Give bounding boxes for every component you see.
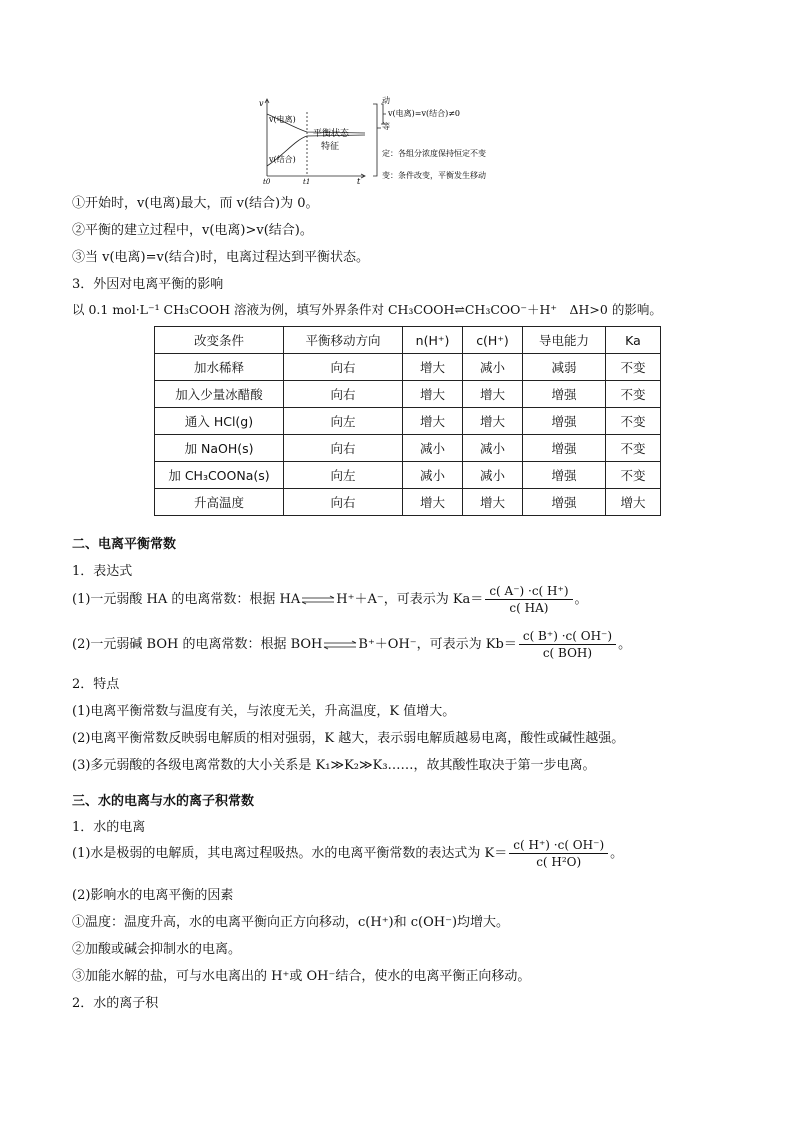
point-1: ①开始时，v(电离)最大，而 v(结合)为 0。 [72, 196, 319, 211]
state-label-1: 平衡状态 [313, 129, 350, 139]
water-k-numerator: c( H⁺) ·c( OH⁻) [509, 838, 608, 854]
table-cell: 通入 HCl(g) [155, 408, 284, 435]
point-3: ③当 v(电离)=v(结合)时，电离过程达到平衡状态。 [72, 250, 370, 265]
ka-prefix: (1)一元弱酸 HA 的电离常数：根据 HA [72, 592, 301, 607]
water-factor-salt: ③加能水解的盐，可与水电离出的 H⁺或 OH⁻结合，使水的电离平衡正向移动。 [72, 969, 531, 984]
feature-ding: 定：各组分浓度保持恒定不变 [382, 149, 486, 158]
section-3-sub-1: 1．水的电离 [72, 820, 146, 835]
kb-expression-line [72, 629, 631, 660]
table-cell: 增强 [523, 381, 606, 408]
equilibrium-diagram [255, 96, 545, 184]
table-cell: 减小 [403, 435, 463, 462]
water-factor-acid-base: ②加酸或碱会抑制水的电离。 [72, 942, 242, 957]
intro-text: 以 0.1 mol·L⁻¹ CH₃COOH 溶液为例，填写外界条件对 CH₃COOH⇌CH₃COO⁻＋H⁺ ΔH>0 的影响。 [72, 302, 662, 317]
table-cell: 向右 [284, 381, 403, 408]
table-cell: 加 CH₃COONa(s) [155, 462, 284, 489]
section-2-sub-2: 2．特点 [72, 677, 120, 692]
header-cell: Ka [606, 327, 661, 354]
table-cell: 不变 [606, 408, 661, 435]
table-row [155, 408, 661, 435]
kb-numerator: c( B⁺) ·c( OH⁻) [519, 629, 616, 645]
table-cell: 不变 [606, 462, 661, 489]
table-row [155, 462, 661, 489]
kb-denominator: c( BOH) [542, 646, 593, 660]
influence-table [154, 326, 661, 516]
section-2-heading: 二、电离平衡常数 [72, 537, 177, 552]
water-k-period: 。 [610, 846, 624, 861]
table-cell: 向右 [284, 354, 403, 381]
water-k-expression-line [72, 838, 623, 869]
table-cell: 增大 [463, 489, 523, 516]
header-cell: 导电能力 [523, 327, 606, 354]
table-row [155, 354, 661, 381]
header-cell: 平衡移动方向 [284, 327, 403, 354]
table-header-row [155, 327, 661, 354]
ka-fraction [485, 584, 572, 615]
ka-mid: H⁺＋A⁻，可表示为 Ka＝ [336, 592, 484, 607]
table-cell: 增大 [463, 381, 523, 408]
y-axis-label: v [259, 99, 264, 108]
table-cell: 增大 [606, 489, 661, 516]
x-axis-label: t [357, 177, 361, 184]
table-row [155, 381, 661, 408]
feature-3: (3)多元弱酸的各级电离常数的大小关系是 K₁≫K₂≫K₃……，故其酸性取决于第一步电离。 [72, 758, 596, 773]
kb-fraction [519, 629, 616, 660]
section-3-heading: 三、水的电离与水的离子积常数 [72, 794, 255, 809]
table-cell: 增强 [523, 489, 606, 516]
table-cell: 增强 [523, 408, 606, 435]
table-cell: 增大 [403, 354, 463, 381]
section-3-title: 3．外因对电离平衡的影响 [72, 277, 224, 292]
table-cell: 增大 [403, 381, 463, 408]
t0-label: t0 [263, 178, 271, 184]
table-cell: 不变 [606, 435, 661, 462]
ka-denominator: c( HA) [509, 601, 549, 615]
feature-dong: 动 [382, 96, 390, 105]
header-cell: n(H⁺) [403, 327, 463, 354]
equilibrium-arrow-icon [300, 595, 336, 605]
table-cell: 不变 [606, 354, 661, 381]
table-cell: 增强 [523, 462, 606, 489]
brace [373, 104, 381, 176]
table-cell: 减弱 [523, 354, 606, 381]
table-cell: 加入少量冰醋酸 [155, 381, 284, 408]
state-label-2: 特征 [321, 142, 340, 152]
section-3-sub-2: 2．水的离子积 [72, 996, 159, 1011]
table-cell: 加 NaOH(s) [155, 435, 284, 462]
water-k-prefix: (1)水是极弱的电解质，其电离过程吸热。水的电离平衡常数的表达式为 K＝ [72, 846, 508, 861]
feature-bian: 变：条件改变，平衡发生移动 [382, 171, 486, 180]
water-factors-title: (2)影响水的电离平衡的因素 [72, 888, 234, 903]
table-cell: 减小 [403, 462, 463, 489]
feature-dongdeng-text: v(电离)=v(结合)≠0 [388, 109, 461, 118]
water-k-denominator: c( H²O) [536, 855, 582, 869]
table-cell: 加水稀释 [155, 354, 284, 381]
kb-period: 。 [618, 637, 632, 652]
header-cell: c(H⁺) [463, 327, 523, 354]
table-cell: 增强 [523, 435, 606, 462]
table-cell: 增大 [403, 489, 463, 516]
t1-label: t1 [303, 178, 311, 184]
header-cell: 改变条件 [155, 327, 284, 354]
ka-numerator: c( A⁻) ·c( H⁺) [485, 584, 572, 600]
feature-2: (2)电离平衡常数反映弱电解质的相对强弱，K 越大，表示弱电解质越易电离，酸性或碱性越强。 [72, 731, 625, 746]
section-2-sub-1: 1．表达式 [72, 564, 133, 579]
ka-expression-line [72, 584, 588, 615]
water-k-fraction [509, 838, 608, 869]
table-cell: 向右 [284, 489, 403, 516]
table-cell: 减小 [463, 435, 523, 462]
table-cell: 向左 [284, 408, 403, 435]
table-cell: 向右 [284, 435, 403, 462]
kb-prefix: (2)一元弱碱 BOH 的电离常数：根据 BOH [72, 637, 323, 652]
table-row [155, 489, 661, 516]
ka-period: 。 [574, 592, 588, 607]
table-cell: 增大 [463, 408, 523, 435]
table-cell: 不变 [606, 381, 661, 408]
table-cell: 减小 [463, 354, 523, 381]
curve-top-label: v(电离) [269, 115, 296, 124]
feature-deng: 等 [382, 122, 390, 131]
curve-bottom-label: v(结合) [269, 155, 296, 164]
feature-1: (1)电离平衡常数与温度有关，与浓度无关，升高温度，K 值增大。 [72, 704, 456, 719]
equilibrium-arrow-icon [322, 640, 358, 650]
table-cell: 升高温度 [155, 489, 284, 516]
table-cell: 减小 [463, 462, 523, 489]
table-cell: 增大 [403, 408, 463, 435]
table-cell: 向左 [284, 462, 403, 489]
table-row [155, 435, 661, 462]
kb-mid: B⁺＋OH⁻，可表示为 Kb＝ [358, 637, 517, 652]
water-factor-temperature: ①温度：温度升高，水的电离平衡向正方向移动，c(H⁺)和 c(OH⁻)均增大。 [72, 915, 510, 930]
point-2: ②平衡的建立过程中，v(电离)>v(结合)。 [72, 223, 313, 238]
